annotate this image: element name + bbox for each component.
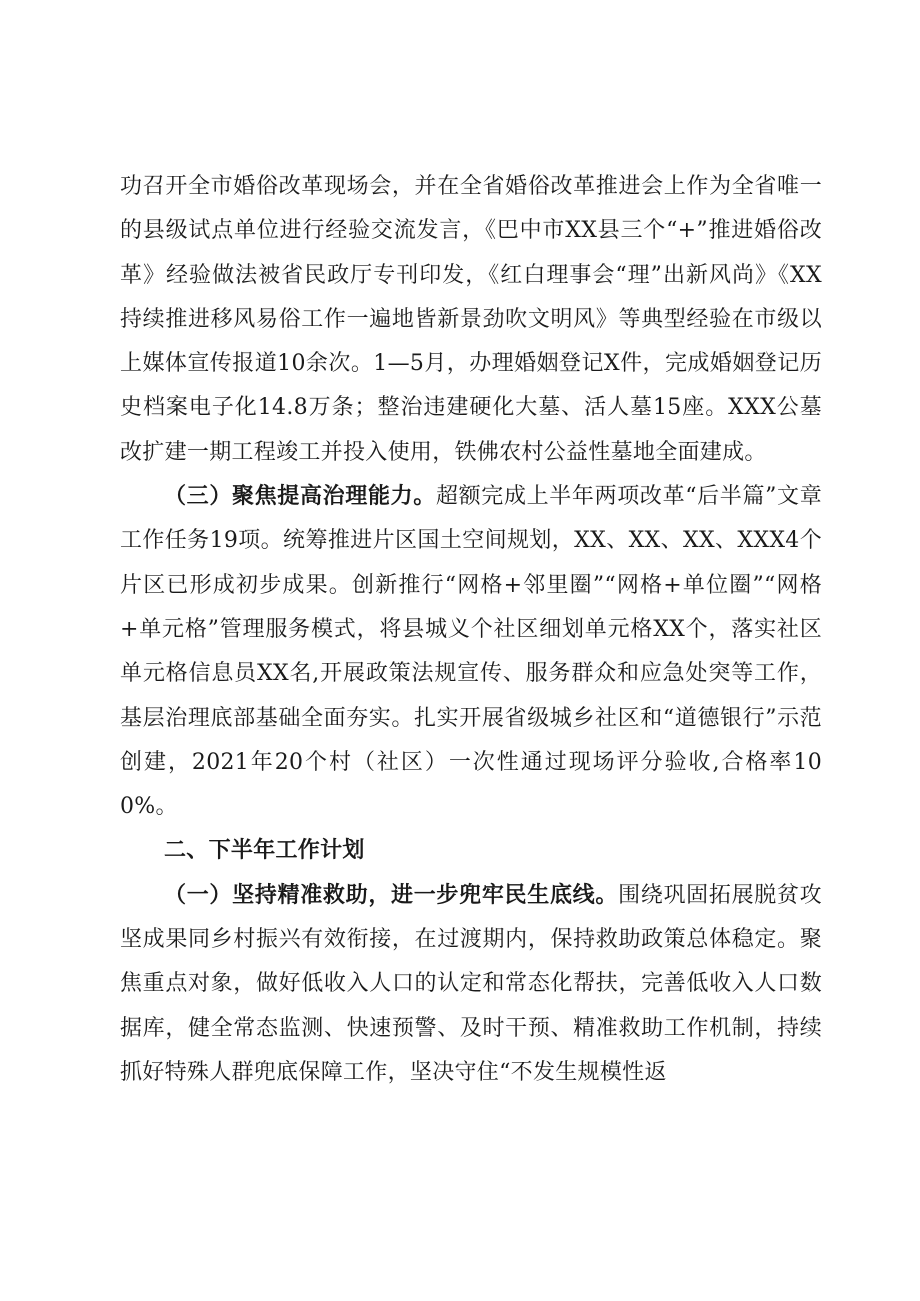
paragraph-governance-body: 超额完成上半年两项改革“后半篇”文章工作任务19项。统筹推进片区国土空间规划，XX、XX、XX、XXX4个片区已形成初步成果。创新推行“网格+邻里圈”“网格+单位圈”“网格+单元格”管理服务模式，将县城义个社区细划单元格XX个，落实社区单元格信息员XX名,开展政策法规宣传、服务群众和应急处突等工作，基层治理底部基础全面夯实。扎实开展省级城乡社区和“道德银行”示范创建，2021年20个村（社区）一次性通过现场评分验收,合格率100%。: [120, 484, 822, 820]
document-body: [120, 165, 822, 1095]
paragraph-governance-lead: （三）聚焦提高治理能力。: [164, 484, 436, 510]
paragraph-precise-assistance-lead: （一）坚持精准救助，进一步兜牢民生底线。: [164, 882, 619, 908]
paragraph-governance: [120, 475, 822, 829]
paragraph-marriage-reform: 功召开全市婚俗改革现场会，并在全省婚俗改革推进会上作为全省唯一的县级试点单位进行经验交流发言，《巴中市XX县三个“+”推进婚俗改革》经验做法被省民政厅专刊印发，《红白理事会“理”出新风尚》《XX持续推进移风易俗工作一遍地皆新景劲吹文明风》等典型经验在市级以上媒体宣传报道10余次。1—5月，办理婚姻登记X件，完成婚姻登记历史档案电子化14.8万条；整治违建硬化大墓、活人墓15座。XXX公墓改扩建一期工程竣工并投入使用，铁佛农村公益性墓地全面建成。: [120, 174, 822, 465]
paragraph-precise-assistance-body: 围绕巩固拓展脱贫攻坚成果同乡村振兴有效衔接，在过渡期内，保持救助政策总体稳定。聚焦重点对象，做好低收入人口的认定和常态化帮扶，完善低收入人口数据库，健全常态监测、快速预警、及时干预、精准救助工作机制，持续抓好特殊人群兜底保障工作，坚决守住“不发生规模性返: [120, 882, 822, 1085]
section-heading-second-half-plan: 二、下半年工作计划: [164, 838, 365, 864]
paragraph-precise-assistance: [120, 874, 822, 1095]
